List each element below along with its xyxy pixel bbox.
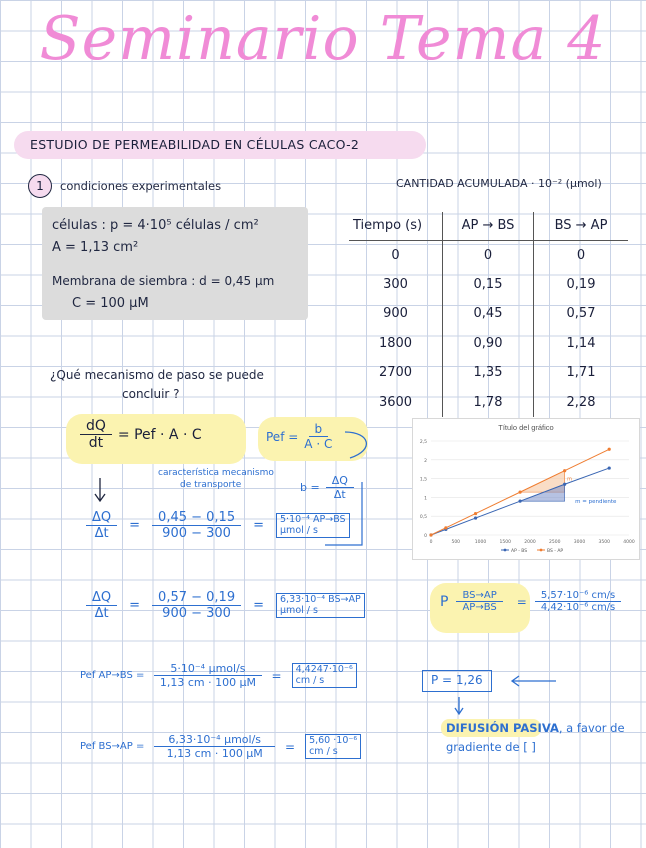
y-tick-label: 0,5: [419, 515, 427, 521]
slope-ap-equals-2: =: [253, 518, 265, 533]
data-point: [608, 466, 611, 469]
data-table-grid: [349, 212, 628, 417]
legend-label: BS - AP: [547, 549, 564, 554]
slope-ap-fraction: [86, 510, 117, 541]
pef-bs-result: [305, 734, 361, 760]
conclusion-line-1: , a favor de: [558, 721, 625, 735]
legend-marker: [540, 549, 543, 552]
x-tick-label: 500: [451, 540, 461, 545]
formula-main: [80, 418, 202, 451]
slope-ap-equals: =: [129, 518, 141, 533]
dt: dt: [88, 435, 104, 451]
slope-bs-num: ΔQ: [86, 590, 117, 606]
y-tick-label: 0: [424, 534, 427, 539]
question-line-1: ¿Qué mecanismo de paso se puede: [50, 368, 264, 382]
cell-time: 3600: [349, 388, 443, 418]
pef-ap-result-1: 4,4247·10⁻⁶: [295, 663, 353, 675]
cell-ap-bs: 0,15: [443, 270, 534, 300]
b-definition: [300, 474, 354, 501]
data-point: [519, 491, 522, 494]
p-result: P = 1,26: [422, 670, 492, 692]
data-point: [474, 512, 477, 515]
table-row: [349, 329, 628, 359]
page-title: Seminario Tema 4: [39, 4, 607, 74]
slope-ap-den: Δt: [94, 526, 109, 541]
legend-marker: [504, 549, 507, 552]
slope-bs-equals-2: =: [253, 598, 265, 613]
slope-bs-calc-den: 900 − 300: [162, 606, 231, 621]
dq-dt-fraction: [80, 418, 112, 451]
x-tick-label: 1500: [499, 540, 511, 545]
pef-ap-result-2: cm / s: [295, 674, 325, 686]
data-point: [444, 526, 447, 529]
conclusion-bold: DIFUSIÓN PASIVA: [446, 721, 559, 735]
note-line-1: característica mecanismo: [158, 468, 274, 478]
data-point: [563, 469, 566, 472]
slope-bs-calc: [152, 590, 241, 621]
table-row: [349, 358, 628, 388]
y-tick-label: 1: [424, 496, 427, 502]
slope-bs-fraction: [86, 590, 117, 621]
ratio-num: BS→AP: [456, 590, 502, 602]
data-point: [563, 483, 566, 486]
slope-bs: [86, 590, 365, 621]
slope-bs-den: Δt: [94, 606, 109, 621]
note-line-2: de transporte: [180, 480, 242, 490]
section-number: 1: [36, 179, 44, 193]
x-tick-label: 3000: [573, 540, 586, 545]
slope-bs-calc-num: 0,57 − 0,19: [152, 590, 241, 606]
cell-time: 2700: [349, 358, 443, 388]
b-fraction: [326, 474, 354, 501]
slope-bs-result-2: µmol / s: [280, 604, 318, 616]
pef-num: b: [309, 422, 329, 437]
slope-ap-calc-den: 900 − 300: [162, 526, 231, 541]
pef-bs-result-1: 5,60 ·10⁻⁶: [309, 734, 358, 746]
x-tick-label: 0: [429, 540, 433, 545]
x-tick-label: 1000: [474, 540, 487, 545]
conclusion: [446, 721, 625, 735]
cell-ap-bs: 1,35: [443, 358, 534, 388]
pef-ap: [80, 662, 357, 689]
slope-ap-calc-num: 0,45 − 0,15: [152, 510, 241, 526]
pef-den: A · C: [304, 437, 333, 451]
table-caption: CANTIDAD ACUMULADA · 10⁻² (µmol): [396, 177, 602, 190]
pef-bs-den: 1,13 cm · 100 µM: [166, 747, 263, 760]
cells-density: células : p = 4·10⁵ células / cm²: [52, 218, 259, 233]
ratio-val-den: 4,42·10⁻⁶ cm/s: [540, 602, 616, 613]
slope-ap-calc: [152, 510, 241, 541]
cell-bs-ap: 0,19: [566, 276, 596, 292]
annotation-slope: m = pendiente: [575, 499, 617, 506]
slope-ap-result-1: 5·10⁻⁴ AP→BS: [280, 513, 346, 525]
slope-ap-result-2: µmol / s: [280, 524, 318, 536]
ratio-equals: =: [516, 594, 527, 609]
ratio-fraction: [456, 590, 502, 613]
pef-ap-label: Pef AP→BS =: [80, 670, 145, 681]
cells-area: A = 1,13 cm²: [52, 240, 139, 255]
b-den: Δt: [333, 488, 346, 501]
col-header-bs-ap: BS → AP: [534, 212, 629, 240]
chart-title: Título del gráfico: [498, 423, 554, 432]
slope-bs-result: [276, 593, 365, 619]
pef-bs-equals: =: [285, 739, 296, 754]
x-tick-label: 3500: [598, 540, 610, 545]
pef-ap-fraction: [154, 662, 261, 689]
ratio-den: AP→BS: [462, 602, 497, 613]
cell-bs-ap: 0,57: [566, 306, 596, 322]
cell-time: 0: [349, 240, 443, 270]
question-line-2: concluir ?: [122, 387, 180, 401]
cell-time: 1800: [349, 329, 443, 359]
x-tick-label: 2000: [524, 540, 536, 545]
pef-ap-den: 1,13 cm · 100 µM: [159, 676, 257, 689]
b-label: b =: [300, 481, 320, 494]
arrow-down-icon: [95, 478, 105, 501]
cell-bs-ap: 2,28: [566, 394, 596, 410]
cell-ap-bs: 1,78: [443, 388, 534, 418]
cell-time: 900: [349, 299, 443, 329]
data-point: [519, 500, 522, 503]
slope-ap: [86, 510, 350, 541]
y-tick-label: 2,5: [419, 440, 427, 445]
line-chart: [413, 419, 639, 559]
table-row: [349, 299, 628, 329]
cell-bs-ap: 1,14: [566, 335, 596, 351]
cell-ap-bs: 0,45: [443, 299, 534, 329]
ratio-p: P: [440, 593, 449, 610]
table-row: [349, 240, 628, 270]
pef-bs-result-2: cm / s: [309, 745, 338, 757]
col-header-ap-bs: AP → BS: [443, 212, 534, 240]
section-heading: ESTUDIO DE PERMEABILIDAD EN CÉLULAS CACO-2: [30, 137, 360, 152]
ratio-val-num: 5,57·10⁻⁶ cm/s: [535, 590, 621, 602]
slope-bs-result-1: 6,33·10⁻⁴ BS→AP: [280, 593, 361, 605]
pef-fraction: [304, 422, 332, 451]
pef-bs: [80, 733, 361, 760]
data-point: [474, 516, 477, 519]
arrow-left-icon: [512, 676, 556, 686]
chart-container: [412, 418, 640, 560]
pef-ap-equals: =: [271, 668, 282, 683]
pef-label: Pef =: [266, 429, 299, 444]
formula-rhs: = Pef · A · C: [117, 426, 202, 443]
ratio-values: [535, 590, 621, 613]
pef-bs-label: Pef BS→AP =: [80, 741, 145, 752]
slope-ap-num: ΔQ: [86, 510, 117, 526]
pef-bs-num: 6,33·10⁻⁴ µmol/s: [154, 733, 275, 747]
pef-ap-num: 5·10⁻⁴ µmol/s: [154, 662, 261, 676]
table-row: [349, 388, 628, 418]
ratio: [440, 590, 621, 613]
section-label: condiciones experimentales: [60, 179, 222, 193]
concentration: C = 100 µM: [72, 296, 149, 311]
cell-ap-bs: 0,90: [443, 329, 534, 359]
x-tick-label: 4000: [623, 540, 635, 545]
col-header-time: Tiempo (s): [349, 212, 443, 240]
table-row: [349, 270, 628, 300]
legend-label: AP - BS: [511, 549, 528, 554]
membrane-pore: Membrana de siembra : d = 0,45 µm: [52, 274, 275, 288]
cell-time: 300: [349, 270, 443, 300]
slope-ap-result: [276, 513, 350, 539]
pef-bs-fraction: [154, 733, 275, 760]
y-tick-label: 1,5: [419, 477, 427, 483]
table-header-row: [349, 212, 628, 240]
slope-bs-equals: =: [129, 598, 141, 613]
arrow-down-blue-icon: [455, 697, 463, 714]
x-tick-label: 2500: [549, 540, 561, 545]
data-point: [608, 448, 611, 451]
cell-ap-bs: 0: [443, 240, 534, 270]
cell-bs-ap: 1,71: [566, 365, 596, 381]
dq: dQ: [80, 418, 112, 435]
section-number-circle: [28, 174, 52, 198]
conclusion-line-2: gradiente de [ ]: [446, 740, 536, 754]
data-table: [349, 212, 628, 417]
data-point: [429, 533, 432, 536]
annotation-m: m: [567, 476, 572, 483]
cell-bs-ap: 0: [576, 247, 586, 263]
pef-definition: [266, 422, 332, 451]
pef-ap-result: [292, 663, 357, 689]
y-tick-label: 2: [424, 458, 427, 464]
b-num: ΔQ: [326, 474, 354, 488]
